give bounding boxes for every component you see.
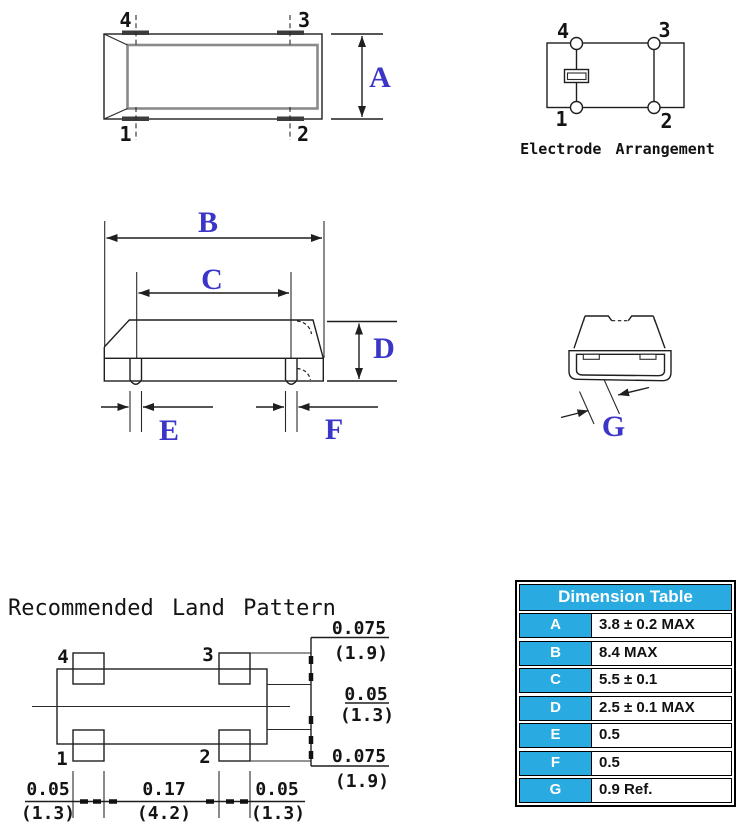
land-pattern-figure — [8, 596, 394, 824]
electrode-pin-4: 4 — [556, 19, 570, 43]
dim-key: D — [520, 697, 592, 720]
dim-e-lines — [101, 391, 213, 432]
table-row — [519, 613, 732, 638]
dim-key: G — [520, 779, 592, 802]
dim-value: 8.4 MAX — [599, 643, 658, 661]
land-dim-right-top-mm: (1.9) — [333, 643, 389, 664]
dim-f-label: F — [324, 413, 344, 446]
hidden-lead-arc — [297, 369, 311, 381]
electrode-pin-2: 2 — [660, 109, 673, 133]
dim-value: 0.5 — [599, 726, 620, 743]
table-row — [519, 751, 732, 776]
electrode-pin-3: 3 — [658, 18, 671, 42]
land-dim-right-top-in: 0.075 — [331, 618, 387, 639]
electrode-caption: Electrode Arrangement — [520, 140, 715, 158]
dimension-table-title: Dimension Table — [519, 584, 732, 611]
land-dim-bottom-right-mm: (1.3) — [250, 803, 306, 824]
land-dim-right-mid-mm: (1.3) — [339, 705, 395, 726]
crystal-symbol — [565, 70, 589, 83]
dim-value: 0.9 Ref. — [599, 781, 653, 798]
land-pin-3: 3 — [202, 644, 214, 666]
dim-g-label: G — [601, 410, 626, 443]
side-view-figure — [101, 206, 397, 447]
land-dim-bottom-center-mm: (4.2) — [136, 803, 192, 824]
land-dim-right-bottom-mm: (1.9) — [334, 771, 390, 792]
dim-value: 3.8 ± 0.2 MAX — [599, 616, 695, 633]
dim-value: 2.5 ± 0.1 MAX — [599, 698, 695, 716]
land-dim-bottom-right-in: 0.05 — [255, 779, 299, 800]
pin-3-label: 3 — [297, 8, 311, 32]
table-row — [519, 723, 732, 748]
land-pattern-title: Recommended Land Pattern — [8, 596, 336, 621]
table-row — [519, 641, 732, 666]
dim-key: C — [520, 669, 592, 692]
dim-c-label: C — [201, 263, 223, 296]
electrode-pin-1: 1 — [555, 107, 568, 131]
end-view-lid — [574, 316, 665, 348]
table-row — [519, 696, 732, 721]
dim-value: 5.5 ± 0.1 — [599, 671, 658, 688]
dimension-table — [515, 580, 736, 807]
dim-key: B — [520, 642, 592, 665]
table-row — [519, 668, 732, 693]
dim-a-label: A — [369, 61, 391, 94]
dim-key: E — [520, 724, 592, 747]
land-dim-bottom-center-in: 0.17 — [142, 779, 186, 800]
land-dim-bottom-left-mm: (1.3) — [20, 803, 76, 824]
dim-key: F — [520, 752, 592, 775]
dim-b-label: B — [197, 206, 219, 239]
pin-2-label: 2 — [296, 122, 310, 146]
dim-value: 0.5 — [599, 753, 620, 771]
land-pin-1: 1 — [56, 748, 68, 770]
package-outline — [104, 34, 322, 119]
package-chamfer-lines — [104, 34, 128, 119]
dim-d-label: D — [373, 332, 395, 365]
end-view-base — [569, 351, 671, 381]
package-top-face — [128, 45, 318, 109]
table-row — [519, 778, 732, 803]
land-dim-right-mid-in: 0.05 — [344, 684, 388, 705]
end-view-figure — [561, 316, 671, 443]
hidden-chamfer-arc — [297, 321, 312, 334]
electrode-arrangement-figure — [520, 18, 715, 158]
dim-key: A — [520, 614, 592, 637]
dim-e-label: E — [158, 414, 180, 447]
pin-4-label: 4 — [119, 8, 132, 32]
land-dim-bottom-left-in: 0.05 — [26, 779, 70, 800]
dim-f-lines — [256, 391, 378, 432]
top-view-figure — [104, 8, 391, 146]
land-pin-2: 2 — [199, 746, 211, 768]
pin-1-label: 1 — [119, 122, 132, 146]
land-dim-right-bottom-in: 0.075 — [331, 746, 387, 767]
land-pin-4: 4 — [57, 646, 69, 668]
